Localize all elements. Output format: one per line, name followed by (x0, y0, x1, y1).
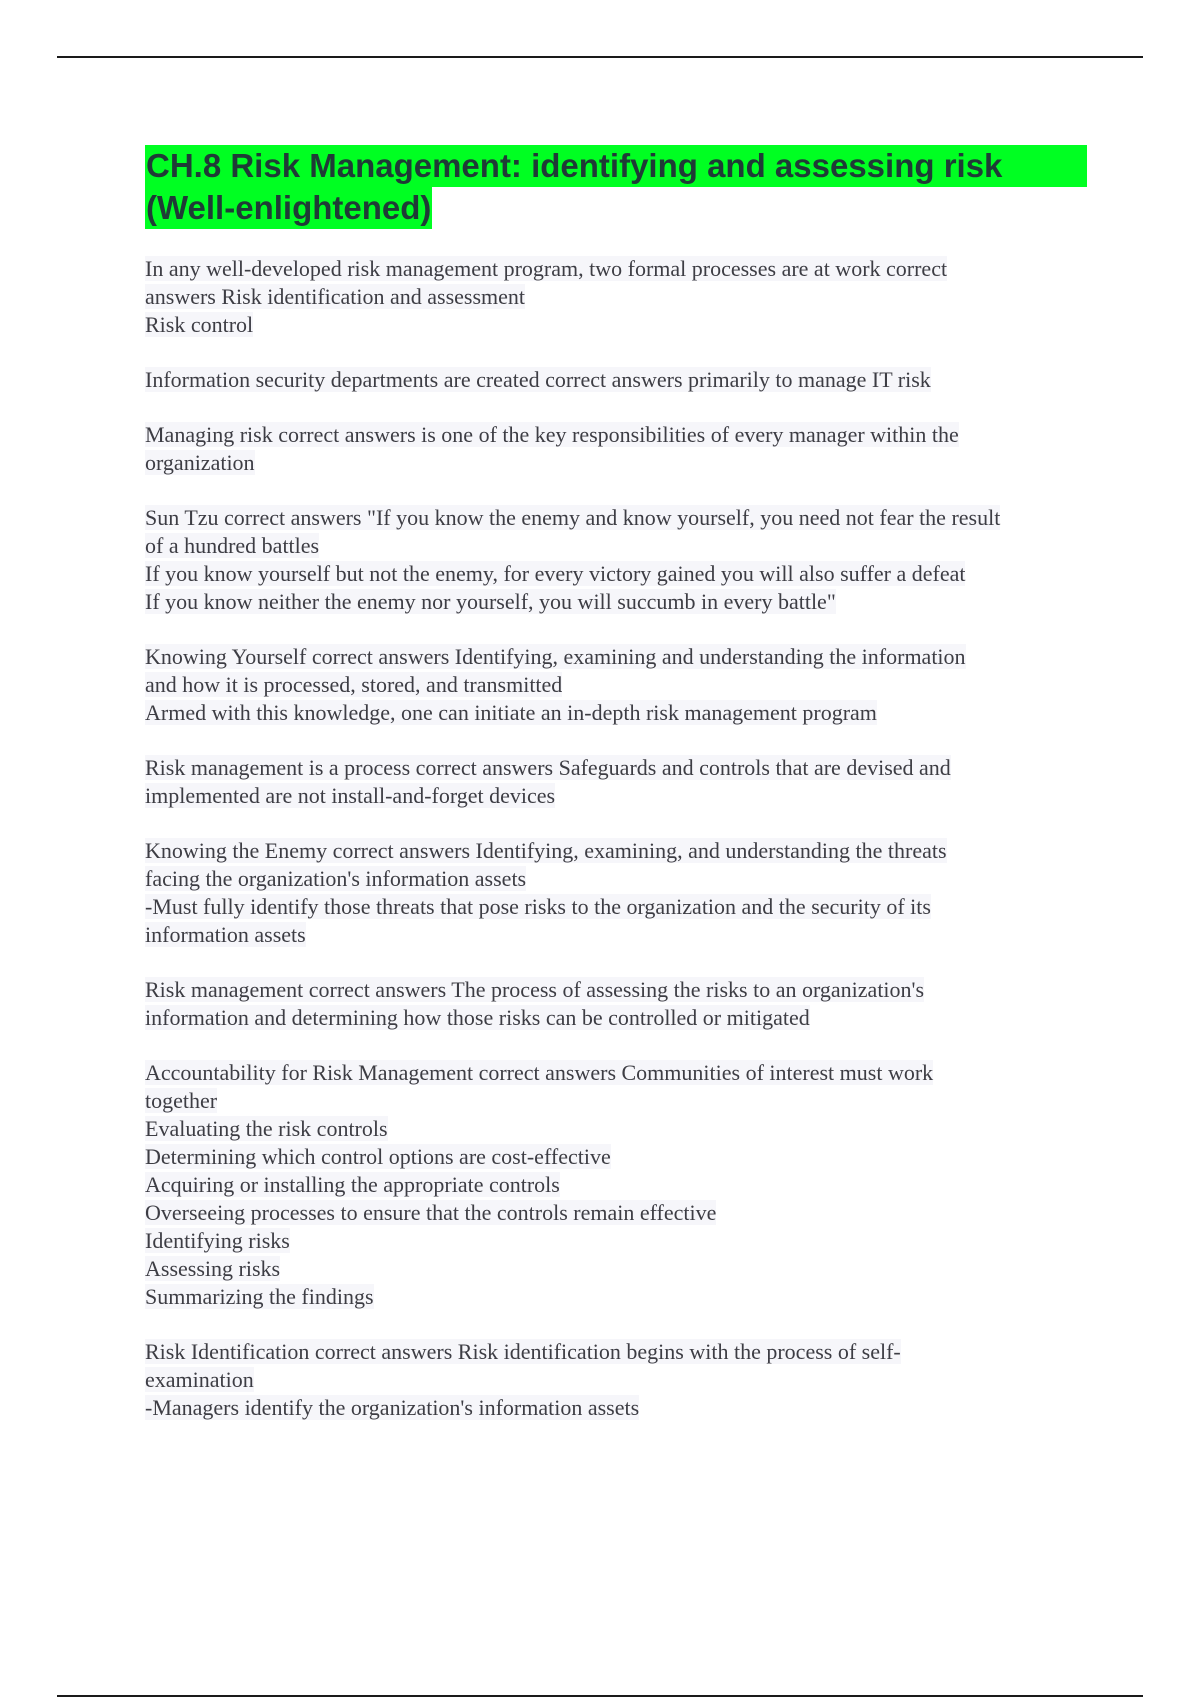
entry-line-text: -Must fully identify those threats that pose risks to the organization and the security of its (145, 894, 931, 919)
entry-line-text: If you know yourself but not the enemy, for every victory gained you will also suffer a defeat (145, 561, 966, 586)
bottom-rule (57, 1695, 1143, 1697)
entry-line-text: Evaluating the risk controls (145, 1116, 388, 1141)
entry-line-text: implemented are not install-and-forget devices (145, 783, 556, 808)
entry-line (145, 643, 1085, 671)
entry-line (145, 449, 1085, 477)
entry-line-text: Acquiring or installing the appropriate controls (145, 1172, 560, 1197)
entry-line-text: Accountability for Risk Management correct answers Communities of interest must work (145, 1060, 934, 1085)
qa-entry (145, 504, 1085, 616)
entry-line-text: Determining which control options are cost-effective (145, 1144, 611, 1169)
entry-line (145, 1087, 1085, 1115)
qa-entry (145, 366, 1085, 394)
entry-line (145, 1059, 1085, 1087)
entry-line-text: -Managers identify the organization's information assets (145, 1395, 640, 1420)
entry-line-text: Risk management is a process correct answers Safeguards and controls that are devised and (145, 755, 951, 780)
entry-line (145, 1143, 1085, 1171)
entry-line-text: Identifying risks (145, 1228, 290, 1253)
entry-line-text: information and determining how those risks can be controlled or mitigated (145, 1005, 810, 1030)
entry-line (145, 283, 1085, 311)
entry-line-text: Risk control (145, 312, 254, 337)
entry-line-text: of a hundred battles (145, 533, 320, 558)
entry-line-text: organization (145, 450, 255, 475)
entry-line (145, 893, 1085, 921)
qa-entry (145, 421, 1085, 477)
entry-line (145, 865, 1085, 893)
entry-line-text: Knowing Yourself correct answers Identifying, examining and understanding the information (145, 644, 966, 669)
entry-line (145, 921, 1085, 949)
entry-line-text: Armed with this knowledge, one can initiate an in-depth risk management program (145, 700, 877, 725)
entry-line (145, 1394, 1085, 1422)
entry-line (145, 504, 1085, 532)
entry-line-text: Managing risk correct answers is one of the key responsibilities of every manager within the (145, 422, 959, 447)
entry-line (145, 1366, 1085, 1394)
entry-line-text: Overseeing processes to ensure that the controls remain effective (145, 1200, 717, 1225)
entry-line-text: facing the organization's information assets (145, 866, 527, 891)
entry-line (145, 1171, 1085, 1199)
entry-line (145, 754, 1085, 782)
qa-entry (145, 643, 1085, 727)
entry-line-text: Risk Identification correct answers Risk identification begins with the process of self- (145, 1339, 901, 1364)
top-rule (57, 56, 1143, 58)
entry-line (145, 1115, 1085, 1143)
entry-line-text: If you know neither the enemy nor yourself, you will succumb in every battle" (145, 589, 836, 614)
entry-line (145, 311, 1085, 339)
entry-line (145, 1227, 1085, 1255)
entry-line (145, 560, 1085, 588)
entry-line-text: Knowing the Enemy correct answers Identifying, examining, and understanding the threats (145, 838, 947, 863)
entry-line (145, 699, 1085, 727)
qa-entry (145, 837, 1085, 949)
entry-line-text: Sun Tzu correct answers "If you know the enemy and know yourself, you need not fear the result (145, 505, 1001, 530)
qa-entry (145, 1059, 1085, 1311)
entry-line-text: answers Risk identification and assessment (145, 284, 526, 309)
title-line-1: CH.8 Risk Management: identifying and assessing risk (145, 145, 1087, 187)
entry-line (145, 976, 1085, 1004)
entry-line (145, 588, 1085, 616)
entry-line-text: Assessing risks (145, 1256, 281, 1281)
entry-line-text: examination (145, 1367, 254, 1392)
qa-entry (145, 976, 1085, 1032)
entry-line-text: Risk management correct answers The process of assessing the risks to an organization's (145, 977, 925, 1002)
entry-line (145, 421, 1085, 449)
entry-line-text: Summarizing the findings (145, 1284, 374, 1309)
entry-line (145, 366, 1085, 394)
entry-line-text: information assets (145, 922, 306, 947)
entry-line (145, 1283, 1085, 1311)
entry-line (145, 1199, 1085, 1227)
qa-entry (145, 1338, 1085, 1422)
title-line-2: (Well-enlightened) (145, 187, 432, 229)
entry-line (145, 782, 1085, 810)
entry-line (145, 671, 1085, 699)
entry-line-text: In any well-developed risk management program, two formal processes are at work correct (145, 256, 948, 281)
qa-entry (145, 754, 1085, 810)
document-body (145, 145, 1085, 1449)
document-title (145, 145, 1085, 229)
entry-line (145, 255, 1085, 283)
entry-line-text: Information security departments are created correct answers primarily to manage IT risk (145, 367, 931, 392)
entry-line (145, 1255, 1085, 1283)
qa-entries (145, 255, 1085, 1422)
entry-line-text: together (145, 1088, 218, 1113)
entry-line (145, 1004, 1085, 1032)
entry-line (145, 532, 1085, 560)
qa-entry (145, 255, 1085, 339)
entry-line (145, 1338, 1085, 1366)
entry-line-text: and how it is processed, stored, and transmitted (145, 672, 563, 697)
entry-line (145, 837, 1085, 865)
